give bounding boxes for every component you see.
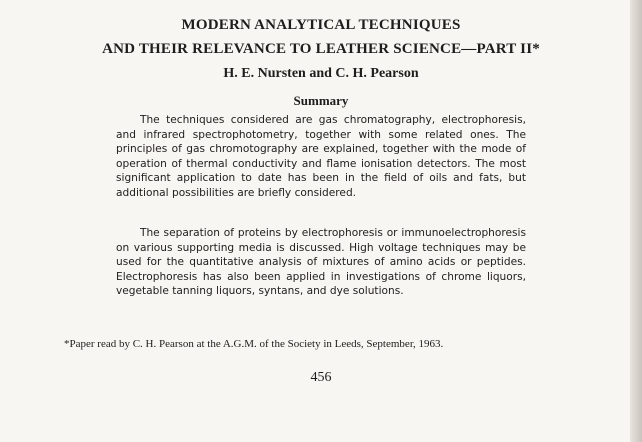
- footnote: *Paper read by C. H. Pearson at the A.G.M. of the Society in Leeds, September, 1963.: [64, 338, 444, 350]
- title-line-2: AND THEIR RELEVANCE TO LEATHER SCIENCE—PART II*: [102, 41, 540, 57]
- page-number: 456: [310, 370, 332, 385]
- summary-heading: Summary: [293, 93, 349, 108]
- title-line-1: MODERN ANALYTICAL TECHNIQUES: [181, 17, 461, 33]
- authors: H. E. Nursten and C. H. Pearson: [223, 66, 419, 81]
- summary-paragraph-2: The separation of proteins by electrophoresis or immunoelectrophoresis on various supporting media is discussed. High voltage techniques may be used for the quantitative analysis of mixtures of amino acids or peptides. Electrophoresis has also been applied in investigations of chrome liquors, vegetable tanning liquors, syntans, and dye solutions.: [116, 227, 526, 298]
- summary-paragraph-1: The techniques considered are gas chromatography, electrophoresis, and infrared spectrophotometry, together with some related ones. The principles of gas chromotography are explained, together with the mode of operation of thermal conductivity and flame ionisation detectors. The most significant application to date has been in the field of oils and fats, but additional possibilities are briefly considered.: [116, 114, 526, 199]
- page-edge-shadow: [630, 0, 642, 442]
